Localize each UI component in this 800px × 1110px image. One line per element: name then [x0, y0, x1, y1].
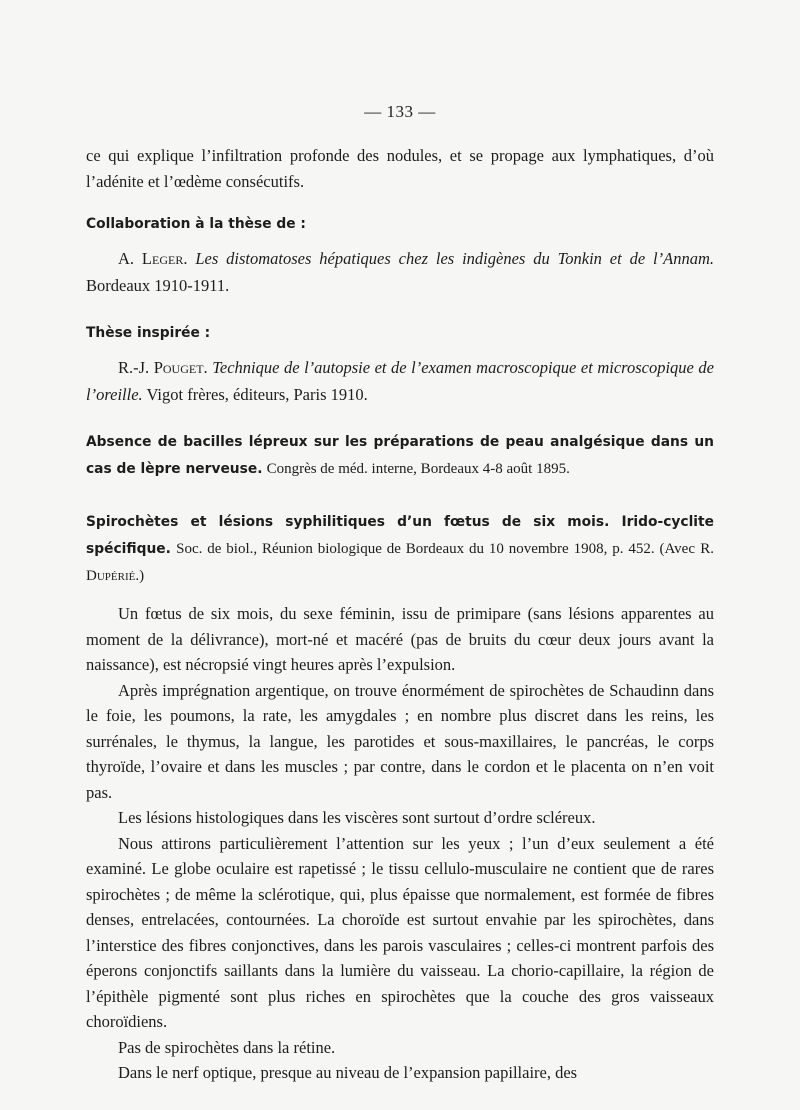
reference-author: R.-J. Pouget.: [118, 358, 208, 377]
page-number: — 133 —: [364, 102, 436, 121]
entry-meta: Soc. de biol., Réunion biologique de Bordeaux du 10 novembre 1908, p. 452. (Avec: [176, 541, 695, 557]
entry-meta: Congrès de méd. interne, Bordeaux 4-8 août 1895.: [266, 461, 570, 477]
publication-entry-lepre: [86, 428, 714, 482]
reference-title: Technique de l’autopsie et de l’examen macroscopique et microscopique de l’oreille.: [86, 358, 714, 404]
publication-entry-spirochetes: [86, 508, 714, 589]
entry-coauthor: R. Dupérié.: [86, 541, 714, 584]
entry-title: Absence de bacilles lépreux sur les préparations de peau analgésique dans un cas de lèpre nerveuse.: [86, 434, 714, 477]
body-paragraph: Un fœtus de six mois, du sexe féminin, issu de primipare (sans lésions apparentes au moment de la délivrance), mort-né et macéré (pas de bruits du cœur deux jours avant la naissance), est nécropsié vingt heures après l’expulsion.: [86, 604, 714, 674]
reference-author: A. Leger.: [118, 249, 188, 268]
body-paragraph: Nous attirons particulièrement l’attention sur les yeux ; l’un d’eux seulement a été examiné. Le globe oculaire est rapetissé ; le tissu cellulo-musculaire ne contient que de rares spirochètes ; de même la sclérotique, qui, plus épaisse que normalement, est formée de fibres denses, entrelacées, contournées. La choroïde est surtout envahie par les spirochètes, dans l’interstice des fibres conjonctives, dans les parois vasculaires ; celles-ci montrent parfois des éperons conjonctifs saillants dans la lumière du vaisseau. La chorio-capillaire, la région de l’épithèle pigmenté sont plus riches en spirochètes que la couche des gros vaisseaux choroïdiens.: [86, 833, 714, 1031]
intro-paragraph: ce qui explique l’infiltration profonde des nodules, et se propage aux lymphatiques, d’où l’adénite et l’œdème consécutifs.: [86, 146, 714, 191]
entry-meta-close: ): [139, 568, 145, 584]
body-paragraph: Après imprégnation argentique, on trouve énormément de spirochètes de Schaudinn dans le foie, les poumons, la rate, les amygdales ; en nombre plus discret dans les reins, les surrénales, le thymus, la langue, les parotides et sous-maxillaires, le pancréas, le corps thyroïde, l’ovaire et dans les muscles ; par contre, dans le cordon et le placenta on n’en voit pas.: [86, 680, 714, 802]
body-paragraph: Dans le nerf optique, presque au niveau de l’expansion papillaire, des: [118, 1063, 578, 1082]
section-heading-collaboration: Collaboration à la thèse de :: [86, 216, 306, 232]
reference-publication: Vigot frères, éditeurs, Paris 1910.: [146, 384, 368, 404]
body-paragraph: Les lésions histologiques dans les viscères sont surtout d’ordre scléreux.: [118, 808, 596, 827]
reference-title: Les distomatoses hépatiques chez les indigènes du Tonkin et de l’Annam.: [195, 249, 715, 268]
reference-publication: Bordeaux 1910-1911.: [86, 275, 230, 295]
reference-collaboration: [86, 246, 714, 299]
section-heading-these: Thèse inspirée :: [86, 325, 211, 341]
reference-these: [86, 355, 714, 408]
page-content: [86, 143, 714, 1086]
body-paragraph: Pas de spirochètes dans la rétine.: [118, 1037, 336, 1057]
entry-title: Spirochètes et lésions syphilitiques d’un fœtus de six mois. Irido-cyclite spécifique.: [86, 514, 714, 557]
